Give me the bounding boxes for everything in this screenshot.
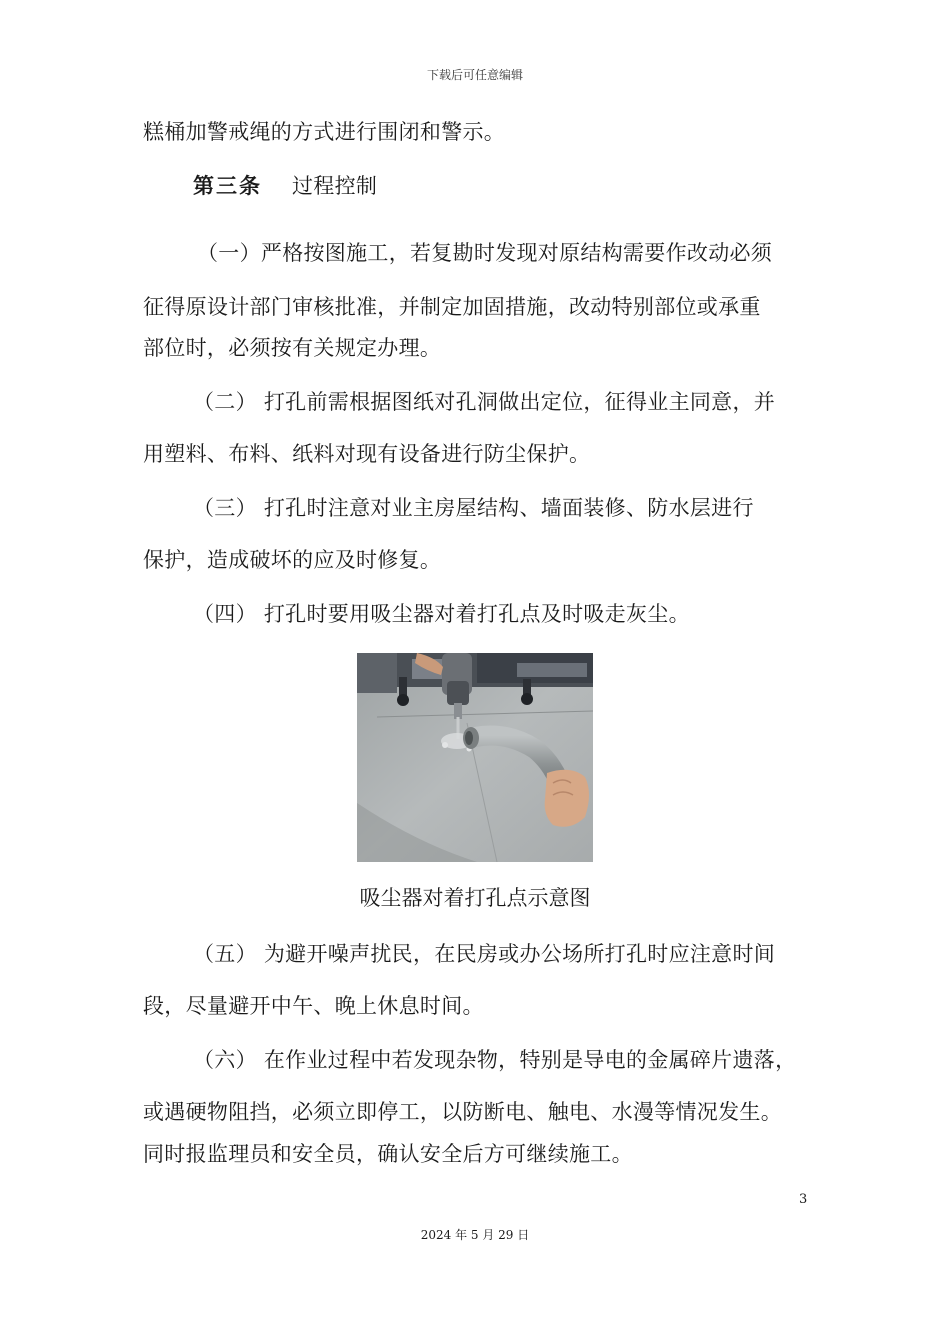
paragraph-line: 段，尽量避开中午、晚上休息时间。 bbox=[143, 994, 484, 1018]
paragraph-line: 保护，造成破坏的应及时修复。 bbox=[143, 548, 442, 572]
paragraph-line: 或遇硬物阻挡，必须立即停工，以防断电、触电、水漫等情况发生。 bbox=[143, 1100, 782, 1124]
paragraph-line: （三） 打孔时注意对业主房屋结构、墙面装修、防水层进行 bbox=[193, 496, 754, 520]
paragraph-line: 同时报监理员和安全员，确认安全后方可继续施工。 bbox=[143, 1142, 633, 1166]
paragraph-line: （一）严格按图施工，若复勘时发现对原结构需要作改动必须 bbox=[197, 241, 773, 265]
paragraph-line: （四） 打孔时要用吸尘器对着打孔点及时吸走灰尘。 bbox=[193, 602, 690, 626]
paragraph-line: （六） 在作业过程中若发现杂物，特别是导电的金属碎片遗落， bbox=[193, 1048, 797, 1072]
paragraph-line: 部位时，必须按有关规定办理。 bbox=[143, 336, 442, 360]
paragraph-line: （五） 为避开噪声扰民，在民房或办公场所打孔时应注意时间 bbox=[193, 942, 776, 966]
article-number: 第三条 bbox=[193, 173, 262, 198]
paragraph-line: 糕桶加警戒绳的方式进行围闭和警示。 bbox=[143, 120, 506, 144]
article-heading bbox=[193, 172, 377, 200]
page-header: 下载后可任意编辑 bbox=[426, 68, 523, 82]
figure-caption: 吸尘器对着打孔点示意图 bbox=[359, 886, 591, 910]
paragraph-line: 征得原设计部门审核批准，并制定加固措施，改动特别部位或承重 bbox=[143, 295, 761, 319]
page-footer-date: 2024 年 5 月 29 日 bbox=[420, 1228, 530, 1242]
drilling-vacuum-photo bbox=[357, 653, 593, 862]
page-number: 3 bbox=[799, 1192, 808, 1207]
paragraph-line: 用塑料、布料、纸料对现有设备进行防尘保护。 bbox=[143, 442, 591, 466]
paragraph-line: （二） 打孔前需根据图纸对孔洞做出定位，征得业主同意，并 bbox=[193, 390, 776, 414]
article-title: 过程控制 bbox=[292, 174, 378, 198]
